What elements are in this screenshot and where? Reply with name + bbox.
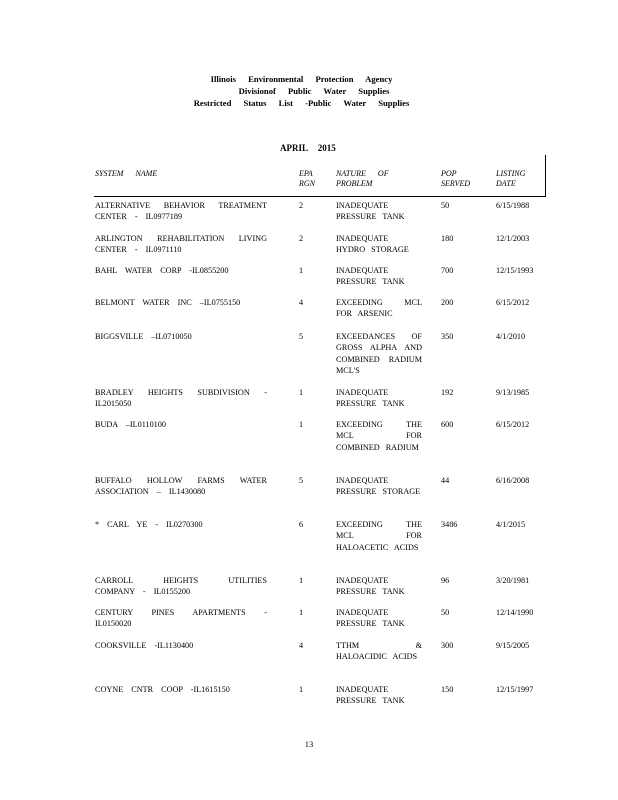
system-name: BELMONT WATER INC –IL0755150: [95, 298, 241, 307]
listing-date: 12/15/1997: [496, 685, 534, 694]
system-name: BUFFALO HOLLOW FARMS WATER ASSOCIATION – IL1430080: [95, 476, 267, 497]
epa-region: 5: [299, 476, 304, 485]
listing-date: 6/15/1988: [496, 201, 530, 210]
system-name: BAHL WATER CORP -IL0855200: [95, 266, 229, 275]
column-header-listing-date: LISTING DATE: [496, 169, 526, 188]
epa-region: 1: [299, 420, 304, 429]
population-served: 350: [441, 332, 454, 341]
population-served: 50: [441, 201, 450, 210]
population-served: 180: [441, 234, 454, 243]
population-served: 150: [441, 685, 454, 694]
nature-of-problem: INADEQUATE PRESSURE TANK: [336, 201, 405, 222]
nature-of-problem: INADEQUATE PRESSURE TANK: [336, 266, 405, 287]
table-column-headers: [0, 163, 618, 193]
nature-of-problem: INADEQUATE PRESSURE TANK: [336, 685, 405, 706]
system-name: ARLINGTON REHABILITATION LIVING CENTER - IL0971110: [95, 234, 267, 255]
epa-region: 1: [299, 388, 304, 397]
system-name: COYNE CNTR COOP -IL1615150: [95, 685, 230, 694]
epa-region: 6: [299, 520, 304, 529]
nature-of-problem: INADEQUATE PRESSURE TANK: [336, 388, 405, 409]
listing-date: 9/13/1985: [496, 388, 530, 397]
listing-date: 12/15/1993: [496, 266, 534, 275]
nature-of-problem: INADEQUATE PRESSURE TANK: [336, 608, 405, 629]
population-served: 192: [441, 388, 454, 397]
nature-of-problem: EXCEEDING MCL FOR ARSENIC: [336, 298, 422, 319]
report-date: APRIL 2015: [280, 143, 336, 153]
list-title: Restricted Status List -Public Water Supplies: [193, 98, 410, 108]
system-name: CARROLL HEIGHTS UTILITIES COMPANY - IL0155200: [95, 576, 267, 597]
epa-region: 4: [299, 641, 304, 650]
epa-region: 2: [299, 201, 304, 210]
column-header-pop: POP SERVED: [441, 169, 471, 188]
column-header-nature: NATURE OF PROBLEM: [336, 169, 389, 188]
listing-date: 3/20/1981: [496, 576, 530, 585]
population-served: 44: [441, 476, 450, 485]
nature-of-problem: EXCEEDANCES OF GROSS ALPHA AND COMBINED RADIUM MCL'S: [336, 332, 422, 376]
listing-date: 4/1/2010: [496, 332, 526, 341]
population-served: 200: [441, 298, 454, 307]
column-header-system: SYSTEM NAME: [95, 169, 158, 178]
nature-of-problem: INADEQUATE PRESSURE STORAGE: [336, 476, 421, 497]
epa-region: 1: [299, 266, 304, 275]
epa-region: 1: [299, 608, 304, 617]
system-name: BRADLEY HEIGHTS SUBDIVISION - IL2015050: [95, 388, 267, 409]
population-served: 96: [441, 576, 450, 585]
epa-region: 1: [299, 685, 304, 694]
system-name: COOKSVILLE -IL1130400: [95, 641, 194, 650]
population-served: 600: [441, 420, 454, 429]
division-name: Divisionof Public Water Supplies: [238, 86, 390, 96]
header-horizontal-rule: [94, 196, 546, 197]
system-name: BUDA –IL0110100: [95, 420, 166, 429]
agency-name: Illinois Environmental Protection Agency: [210, 74, 393, 84]
epa-region: 4: [299, 298, 304, 307]
listing-date: 4/1/2015: [496, 520, 526, 529]
listing-date: 6/16/2008: [496, 476, 530, 485]
nature-of-problem: INADEQUATE PRESSURE TANK: [336, 576, 405, 597]
population-served: 700: [441, 266, 454, 275]
document-header: [0, 73, 618, 109]
listing-date: 6/15/2012: [496, 298, 530, 307]
system-name: BIGGSVILLE –IL0710050: [95, 332, 192, 341]
nature-of-problem: INADEQUATE HYDRO STORAGE: [336, 234, 409, 255]
nature-of-problem: EXCEEDING THE MCL FOR HALOACETIC ACIDS: [336, 520, 422, 552]
system-name: * CARL YE - IL0270300: [95, 520, 203, 529]
system-name: ALTERNATIVE BEHAVIOR TREATMENT CENTER - IL0977189: [95, 201, 267, 222]
page-number: 13: [304, 739, 314, 749]
system-name: CENTURY PINES APARTMENTS - IL0150020: [95, 608, 267, 629]
column-header-rgn: EPA RGN: [299, 169, 315, 188]
epa-region: 1: [299, 576, 304, 585]
listing-date: 12/1/2003: [496, 234, 530, 243]
listing-date: 12/14/1990: [496, 608, 534, 617]
epa-region: 2: [299, 234, 304, 243]
nature-of-problem: EXCEEDING THE MCL FOR COMBINED RADIUM: [336, 420, 422, 452]
population-served: 3486: [441, 520, 458, 529]
population-served: 300: [441, 641, 454, 650]
listing-date: 6/15/2012: [496, 420, 530, 429]
population-served: 50: [441, 608, 450, 617]
nature-of-problem: TTHM & HALOACIDIC ACIDS: [336, 641, 422, 662]
epa-region: 5: [299, 332, 304, 341]
listing-date: 9/15/2005: [496, 641, 530, 650]
